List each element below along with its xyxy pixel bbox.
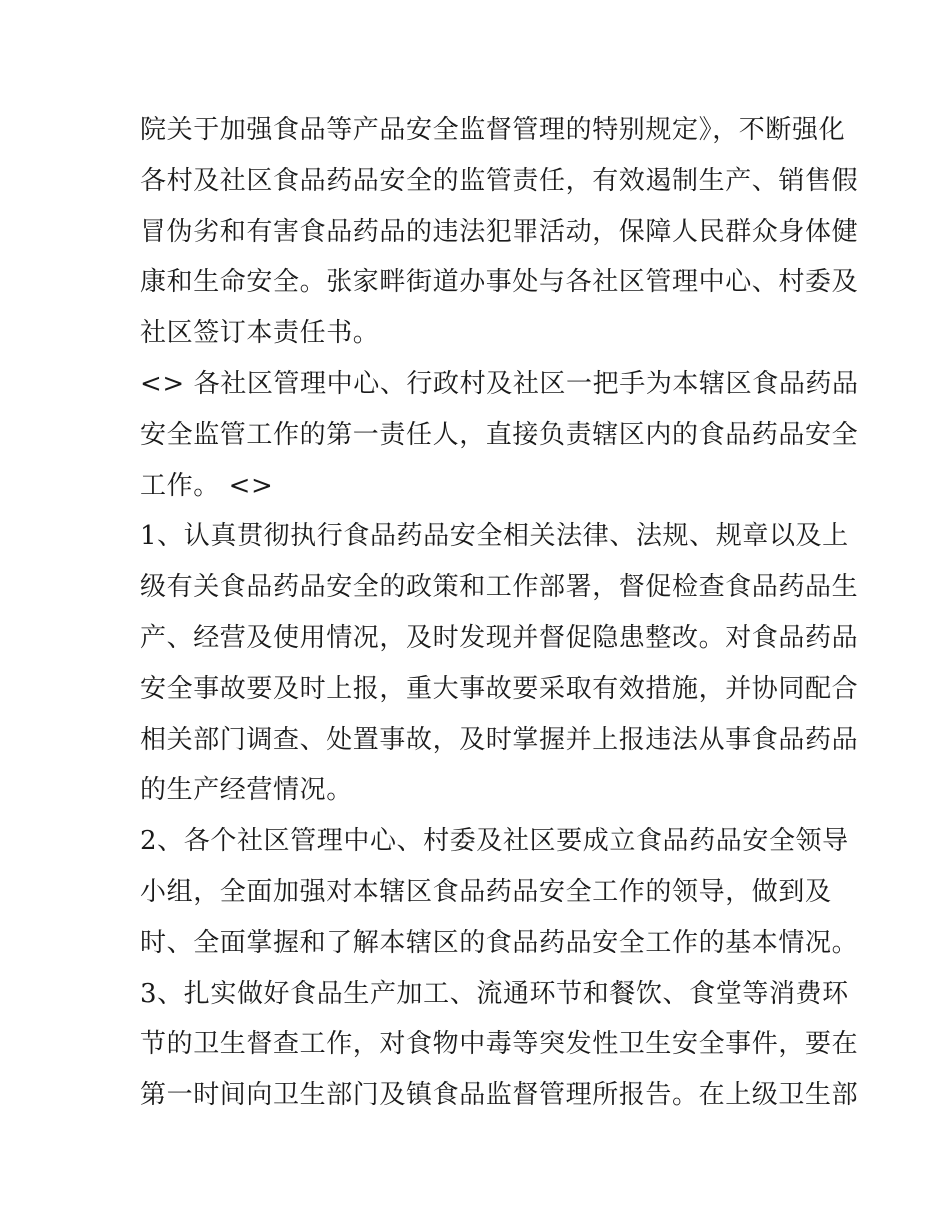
paragraph-intro-line: 冒伪劣和有害食品药品的违法犯罪活动，保障人民群众身体健	[140, 216, 859, 247]
paragraph-responsibility-line: 安全监管工作的第一责任人，直接负责辖区内的食品药品安全	[140, 419, 859, 450]
paragraph-intro-line: 社区签订本责任书。	[140, 318, 380, 349]
item-2-line: 时、全面掌握和了解本辖区的食品药品安全工作的基本情况。	[140, 927, 859, 958]
item-2-line: 2、各个社区管理中心、村委及社区要成立食品药品安全领导	[140, 826, 849, 857]
item-2-line: 小组，全面加强对本辖区食品药品安全工作的领导，做到及	[140, 876, 832, 907]
paragraph-intro-line: 康和生命安全。张家畔街道办事处与各社区管理中心、村委及	[140, 267, 859, 298]
item-3-line: 第一时间向卫生部门及镇食品监督管理所报告。在上级卫生部	[140, 1080, 859, 1111]
item-1-line: 产、经营及使用情况，及时发现并督促隐患整改。对食品药品	[140, 622, 859, 653]
paragraph-responsibility-line: 工作。 <>	[140, 470, 274, 501]
item-3-line: 节的卫生督查工作，对食物中毒等突发性卫生安全事件，要在	[140, 1029, 859, 1060]
item-3-line: 3、扎实做好食品生产加工、流通环节和餐饮、食堂等消费环	[140, 978, 849, 1009]
paragraph-intro-line: 各村及社区食品药品安全的监管责任，有效遏制生产、销售假	[140, 165, 859, 196]
item-1-line: 相关部门调查、处置事故，及时掌握并上报违法从事食品药品	[140, 724, 859, 755]
item-1-line: 级有关食品药品安全的政策和工作部署，督促检查食品药品生	[140, 572, 859, 603]
paragraph-responsibility-line: <> 各社区管理中心、行政村及社区一把手为本辖区食品药品	[140, 368, 859, 399]
document-body	[140, 105, 859, 1121]
paragraph-intro-line: 院关于加强食品等产品安全监督管理的特别规定》，不断强化	[140, 115, 846, 145]
item-1-line: 的生产经营情况。	[140, 775, 353, 806]
item-1-line: 安全事故要及时上报，重大事故要采取有效措施，并协同配合	[140, 673, 859, 704]
item-1-line: 1、认真贯彻执行食品药品安全相关法律、法规、规章以及上	[140, 521, 849, 552]
